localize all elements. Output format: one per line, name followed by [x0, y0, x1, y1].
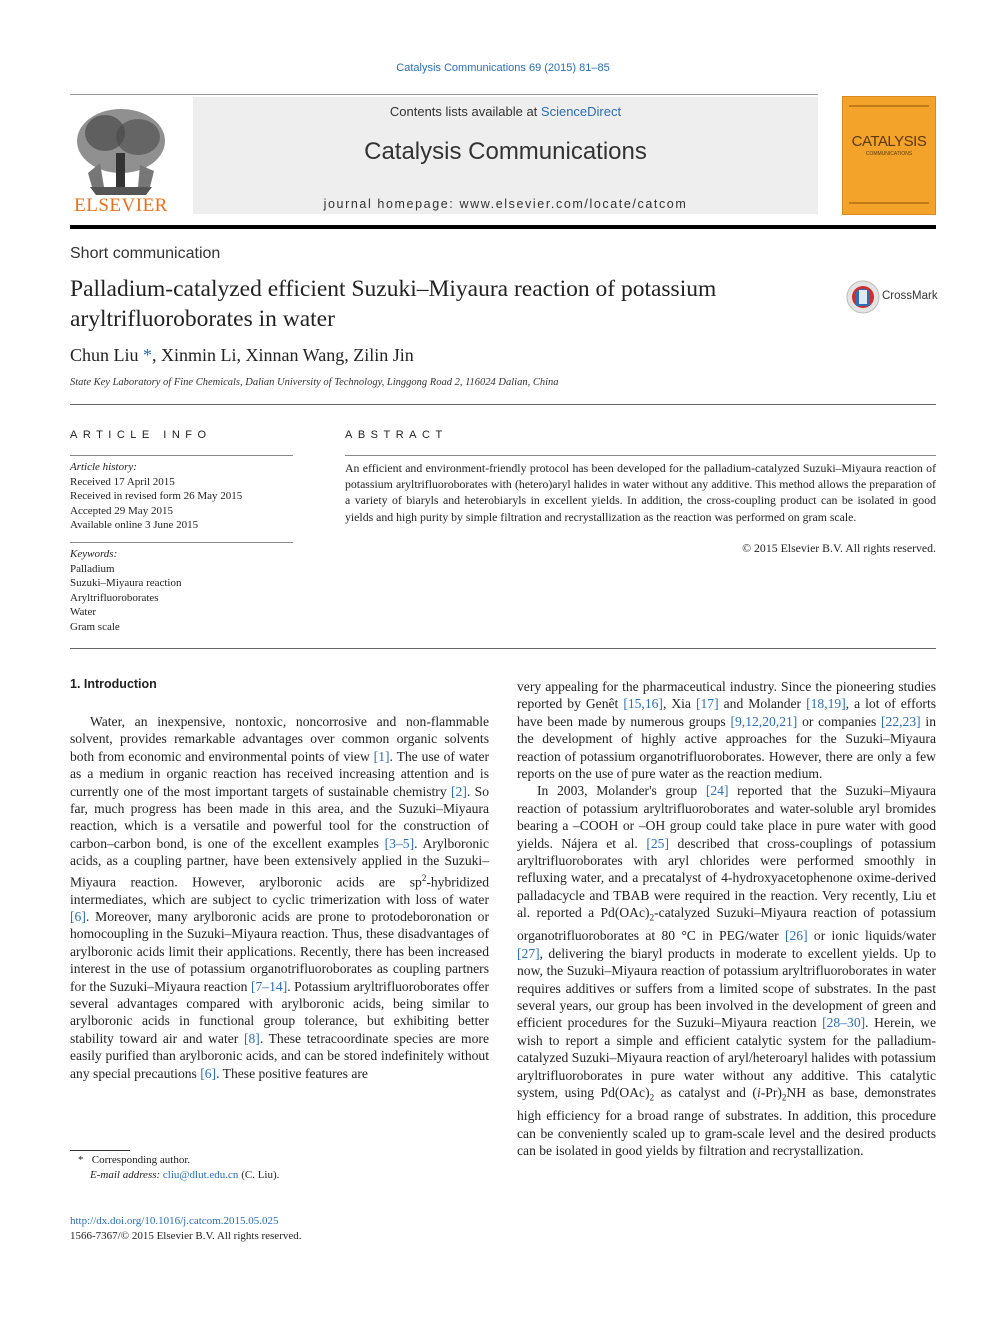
- text-run: NH as base, demonstrates high efficiency for a broad range of substrates. In addition, this procedure can be conveniently scaled up to gram-scale level and the desired products can be isolated in good yields by filtration and recrystallization.: [517, 1085, 936, 1158]
- italic-text: i: [756, 1085, 761, 1101]
- history-accepted: Accepted 29 May 2015: [70, 504, 173, 517]
- text-run: In 2003, Molander's group: [537, 783, 706, 799]
- elsevier-wordmark: ELSEVIER: [74, 195, 168, 216]
- text-run: as catalyst and (: [654, 1085, 757, 1101]
- text-run: , delivering the biaryl products in moderate to excellent yields. Up to now, the Suzuki–Miyaura reaction of potassium aryltrifluoroborates in water requires additives or suffers from a limited scope of substrates. In the past several years, our group has been involved in the development of green and efficient procedures for the Suzuki–Miyaura reaction: [517, 945, 936, 1031]
- cover-rule: [849, 105, 929, 107]
- keyword-item: Gram scale: [70, 620, 120, 633]
- text-run: . Potassium aryltrifluoroborates offer several advantages compared with arylboronic acids, being similar to arylboronic acids in functional group tolerance, but exhibiting better stability toward air and water: [70, 978, 489, 1046]
- keyword-item: Palladium: [70, 562, 115, 575]
- text-run: . So far, much progress has been made in this area, and the Suzuki–Miyaura reaction, which is a versatile and powerful tool for the construction of carbon–carbon bond, is one of the excellent examples: [70, 783, 489, 851]
- footnote: [70, 1153, 279, 1183]
- info-divider: [70, 542, 293, 543]
- ref-link[interactable]: [9,12,20,21]: [730, 713, 798, 729]
- ref-link[interactable]: [25]: [646, 835, 669, 851]
- affiliation: State Key Laboratory of Fine Chemicals, Dalian University of Technology, Linggong Road 2, 116024 Dalian, China: [70, 377, 559, 388]
- text-run: . Herein, we wish to report a simple and efficient catalytic system for the palladium-catalyzed Suzuki–Miyaura reaction of aryl/heteroaryl halides with potassium aryltrifluoroborates in pure water without any additive. This catalytic system, using Pd(OAc): [517, 1015, 936, 1101]
- header-thick-rule: [70, 225, 936, 229]
- journal-cover-image[interactable]: [842, 96, 936, 215]
- keywords: [70, 547, 182, 634]
- footnote-label: Corresponding author.: [91, 1154, 191, 1166]
- subscript: 2: [649, 1092, 655, 1103]
- elsevier-logo[interactable]: [70, 103, 172, 215]
- ref-link[interactable]: [6]: [70, 909, 86, 924]
- abstract-copyright: © 2015 Elsevier B.V. All rights reserved.: [742, 541, 936, 555]
- keyword-item: Water: [70, 606, 96, 618]
- contents-available: [193, 104, 818, 119]
- text-run: or ionic liquids/water: [807, 928, 936, 944]
- text-run: in the development of highly active approaches for the Suzuki–Miyaura reaction of potassium organotrifluoroborates. However, there are only a few reports on the use of pure water as the reaction medium.: [517, 713, 936, 782]
- email-suffix: (C. Liu).: [238, 1169, 280, 1181]
- text-run: reported that the Suzuki–Miyaura reaction of potassium aryltrifluoroborates and water-soluble aryl bromides bearing a –COOH or –OH group could take place in pure water with good yields. Nájera et al.: [517, 783, 937, 851]
- text-run: . These positive features are: [216, 1065, 368, 1081]
- text-run: . The use of water as a medium in organic reaction has received increasing attention and is currently one of the most important targets of sustainable chemistry: [70, 748, 490, 799]
- text-run: . These tetracoordinate species are more easily purified than arylboronic acids, and can be stored indefinitely without any special precautions: [70, 1030, 489, 1081]
- footnote-star: *: [78, 1154, 84, 1166]
- cover-rule: [849, 202, 929, 204]
- doi-block: [70, 1214, 302, 1244]
- divider: [70, 648, 936, 649]
- subscript: 2: [649, 913, 655, 923]
- ref-link[interactable]: [27]: [517, 945, 540, 961]
- paragraph: [517, 782, 936, 1159]
- abstract-text: An efficient and environment-friendly protocol has been developed for the palladium-catalyzed Suzuki–Miyaura reaction of potassium aryltrifluoroborates with (hetero)aryl halides in water without any additive. This method allows the preparation of a variety of biaryls and heterobiaryls in excellent yields. In addition, the cross-coupling product can be isolated in good yields and high purity by simple filtration and recrystallization as the reaction was performed on gram scale.: [345, 461, 936, 524]
- issn-line: 1566-7367/© 2015 Elsevier B.V. All rights reserved.: [70, 1230, 302, 1242]
- abstract-divider: [345, 455, 936, 456]
- author-others: , Xinmin Li, Xinnan Wang, Zilin Jin: [152, 345, 414, 365]
- text-run: or companies: [797, 713, 882, 729]
- text-run: Water, an inexpensive, nontoxic, noncorrosive and non-flammable solvent, provides remarkable advantages over common organic solvents both from economic and environmental points of view: [70, 714, 489, 764]
- subscript: 2: [781, 1092, 787, 1103]
- superscript: 2: [421, 872, 427, 883]
- history-revised: Received in revised form 26 May 2015: [70, 490, 243, 502]
- cover-subtitle: COMMUNICATIONS: [865, 151, 913, 157]
- ref-link[interactable]: [18,19]: [806, 696, 846, 712]
- text-run: , Xia: [662, 696, 696, 712]
- author-corresponding[interactable]: Chun Liu: [70, 345, 139, 365]
- body-column-right: [517, 678, 936, 1159]
- info-divider: [70, 455, 293, 456]
- ref-link[interactable]: [26]: [784, 928, 808, 944]
- ref-link[interactable]: [8]: [243, 1030, 260, 1046]
- abstract-heading: ABSTRACT: [345, 429, 448, 441]
- doi-link[interactable]: http://dx.doi.org/10.1016/j.catcom.2015.05.025: [70, 1215, 279, 1227]
- text-run: -Pr): [760, 1085, 782, 1101]
- email-label: E-mail address:: [90, 1169, 163, 1181]
- ref-link[interactable]: [15,16]: [623, 696, 663, 712]
- contents-text: Contents lists available at: [389, 104, 541, 119]
- history-online: Available online 3 June 2015: [70, 519, 199, 531]
- footnote-line: [70, 1153, 279, 1168]
- corresponding-star-link[interactable]: *: [143, 345, 153, 365]
- article-history: [70, 460, 242, 533]
- ref-link[interactable]: [17]: [695, 696, 719, 712]
- cover-title: CATALYSIS: [851, 133, 927, 150]
- text-run: -catalyzed Suzuki–Miyaura reaction of potassium organotrifluoroborates at 80 °C in PEG/water: [517, 905, 936, 944]
- ref-link[interactable]: [1]: [373, 748, 390, 764]
- author-list: [70, 345, 414, 366]
- text-run: . Arylboronic acids, as a coupling partner, have been extensively applied in the Suzuki–Miyaura reaction. However, arylboronic acids are sp: [70, 835, 489, 890]
- journal-title[interactable]: Catalysis Communications: [364, 138, 647, 165]
- text-run: . Moreover, many arylboronic acids are prone to protodeboronation or homocoupling in the Suzuki–Miyaura reaction. Thus, these disadvantages of arylboronic acids limit their applications. Recently, there has been increased interest in the use of potassium organotrifluoroborates as coupling partners for the Suzuki–Miyaura reaction: [70, 909, 489, 994]
- journal-citation[interactable]: [0, 62, 992, 74]
- history-received: Received 17 April 2015: [70, 475, 175, 488]
- ref-link[interactable]: [28–30]: [822, 1015, 866, 1031]
- text-run: described that cross-couplings of potassium aryltrifluoroborates with aryl chlorides were performed smoothly in refluxing water, and a precatalyst of 4-hydroxyacetophenone oxime-derived palladacycle and TBAB were required in the reaction. Very recently, Liu et al. reported a Pd(OAc): [517, 835, 936, 921]
- text-run: , a lot of efforts have been made by numerous groups: [517, 696, 937, 729]
- header-top-rule: [70, 94, 818, 95]
- footnote-rule: [70, 1150, 130, 1151]
- ref-link[interactable]: [2]: [451, 783, 467, 799]
- text-run: -hybridized intermediates, which are subject to cyclic trimerization with loss of water: [70, 874, 489, 907]
- journal-homepage[interactable]: journal homepage: www.elsevier.com/locate/catcom: [323, 197, 688, 211]
- divider: [70, 404, 936, 405]
- article-type: Short communication: [70, 245, 221, 262]
- article-info-heading: ARTICLE INFO: [70, 429, 212, 441]
- keywords-label: Keywords:: [70, 548, 118, 560]
- crossmark-icon: [846, 280, 880, 314]
- ref-link[interactable]: [7–14]: [250, 978, 288, 994]
- ref-link[interactable]: [22,23]: [881, 713, 921, 729]
- section-heading-introduction: 1. Introduction: [70, 677, 157, 691]
- paragraph: [517, 678, 936, 782]
- keyword-item: Aryltrifluoroborates: [70, 591, 159, 604]
- crossmark-badge[interactable]: [846, 280, 946, 314]
- ref-link[interactable]: [3–5]: [384, 835, 415, 851]
- citation-link[interactable]: Catalysis Communications 69 (2015) 81–85: [396, 62, 610, 74]
- crossmark-label: CrossMark: [882, 290, 938, 302]
- email-link[interactable]: cliu@dlut.edu.cn: [162, 1169, 239, 1181]
- body-column-left: [70, 713, 489, 1082]
- ref-link[interactable]: [24]: [705, 783, 729, 799]
- paragraph: [70, 713, 489, 1082]
- sciencedirect-link[interactable]: ScienceDirect: [540, 104, 622, 119]
- article-title: Palladium-catalyzed efficient Suzuki–Miyaura reaction of potassium aryltrifluoroborates in water: [70, 276, 717, 332]
- keyword-item: Suzuki–Miyaura reaction: [70, 577, 182, 589]
- ref-link[interactable]: [6]: [200, 1065, 217, 1081]
- text-run: very appealing for the pharmaceutical industry. Since the pioneering studies reported by Genêt: [517, 679, 936, 712]
- footnote-email-line: [70, 1168, 279, 1183]
- text-run: and Molander: [718, 696, 807, 712]
- history-label: Article history:: [70, 461, 137, 473]
